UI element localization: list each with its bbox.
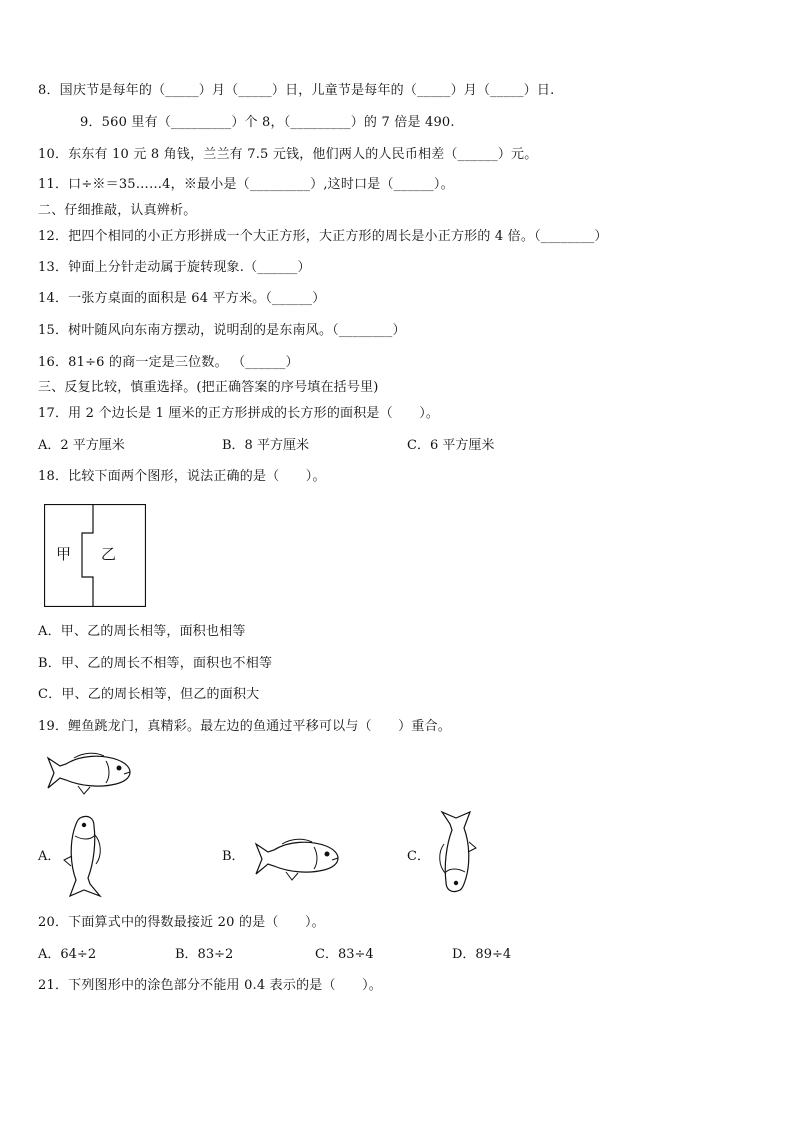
- question-8: 8．国庆节是每年的（_____）月（_____）日，儿童节是每年的（_____）月（_____）日.: [38, 83, 555, 98]
- question-11: 11．口÷※＝35……4，※最小是（_________）,这时口是（______）。: [38, 177, 454, 192]
- section-2-heading: 二、仔细推敲，认真辨析。: [38, 203, 197, 218]
- question-14: 14．一张方桌面的面积是 64 平方米。（______）: [38, 291, 326, 306]
- q18-label-jia: 甲: [56, 545, 72, 563]
- fish-icon: [432, 810, 478, 896]
- fish-icon: [62, 812, 108, 898]
- question-16: 16．81÷6 的商一定是三位数。 （______）: [38, 355, 299, 370]
- question-20: 20．下面算式中的得数最接近 20 的是（ ）。: [38, 915, 325, 930]
- q18-label-yi: 乙: [101, 545, 117, 563]
- question-18: 18．比较下面两个图形，说法正确的是（ ）。: [38, 469, 326, 484]
- q18-option-a: A．甲、乙的周长相等，面积也相等: [38, 624, 246, 639]
- q17-option-c: C．6 平方厘米: [407, 438, 495, 453]
- question-21: 21．下列图形中的涂色部分不能用 0.4 表示的是（ ）。: [38, 978, 382, 993]
- q17-option-a: A．2 平方厘米: [38, 438, 125, 453]
- question-10: 10．东东有 10 元 8 角钱，兰兰有 7.5 元钱，他们两人的人民币相差（______）元。: [38, 147, 538, 162]
- q19-reference-fish: [44, 750, 134, 796]
- q17-option-b: B．8 平方厘米: [222, 438, 309, 453]
- q20-option-b: B．83÷2: [175, 947, 234, 962]
- q19-option-a-label: A．: [38, 849, 61, 864]
- q19-option-a-fish: [62, 812, 108, 898]
- q19-option-c-fish: [432, 810, 478, 896]
- q18-option-b: B．甲、乙的周长不相等，面积也不相等: [38, 656, 273, 671]
- question-15: 15．树叶随风向东南方摆动，说明刮的是东南风。（________）: [38, 323, 406, 338]
- q20-option-c: C．83÷4: [315, 947, 374, 962]
- section-3-heading: 三、反复比较，慎重选择。(把正确答案的序号填在括号里): [38, 380, 379, 395]
- question-12: 12．把四个相同的小正方形拼成一个大正方形，大正方形的周长是小正方形的 4 倍。（________）: [38, 229, 608, 244]
- question-9: 9．560 里有（_________）个 8，（_________）的 7 倍是 490.: [80, 115, 455, 130]
- q20-option-a: A．64÷2: [38, 947, 97, 962]
- q19-option-b-label: B．: [222, 849, 245, 864]
- q18-option-c: C．甲、乙的周长相等，但乙的面积大: [38, 687, 260, 702]
- q19-option-b-fish: [252, 836, 342, 882]
- question-13: 13．钟面上分针走动属于旋转现象.（______）: [38, 260, 311, 275]
- fish-icon: [252, 836, 342, 882]
- question-17: 17．用 2 个边长是 1 厘米的正方形拼成的长方形的面积是（ ）。: [38, 406, 440, 421]
- q20-option-d: D．89÷4: [452, 947, 512, 962]
- fish-icon: [44, 750, 134, 796]
- question-19: 19．鲤鱼跳龙门，真精彩。最左边的鱼通过平移可以与（ ）重合。: [38, 719, 451, 734]
- q19-option-c-label: C．: [407, 849, 430, 864]
